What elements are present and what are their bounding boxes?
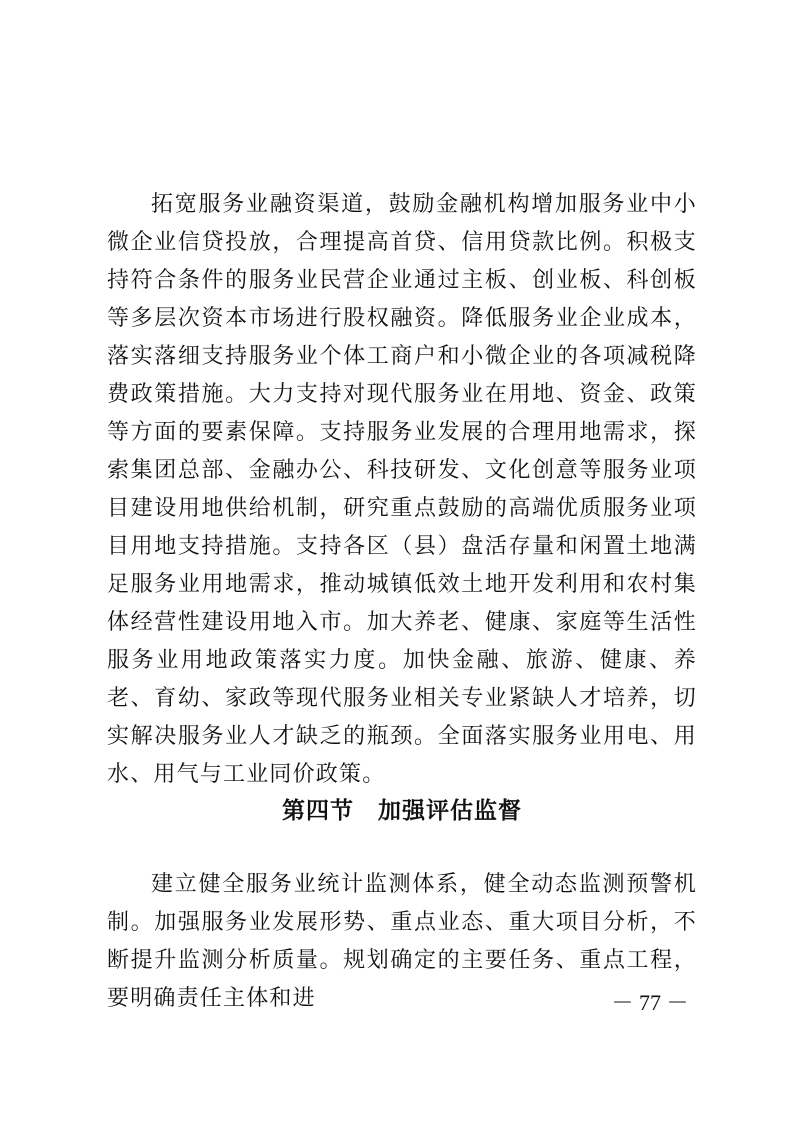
page-number: － 77 －	[611, 990, 689, 1015]
body-paragraph-financing: 拓宽服务业融资渠道，鼓励金融机构增加服务业中小微企业信贷投放，合理提高首贷、信用贷款比例。积极支持符合条件的服务业民营企业通过主板、创业板、科创板等多层次资本市场进行股权融资。降低服务业企业成本，落实落细支持服务业个体工商户和小微企业的各项减税降费政策措施。大力支持对现代服务业在用地、资金、政策等方面的要素保障。支持服务业发展的合理用地需求，探索集团总部、金融办公、科技研发、文化创意等服务业项目建设用地供给机制，研究重点鼓励的高端优质服务业项目用地支持措施。支持各区（县）盘活存量和闲置土地满足服务业用地需求，推动城镇低效土地开发利用和农村集体经营性建设用地入市。加大养老、健康、家庭等生活性服务业用地政策落实力度。加快金融、旅游、健康、养老、育幼、家政等现代服务业相关专业紧缺人才培养，切实解决服务业人才缺乏的瓶颈。全面落实服务业用电、用水、用气与工业同价政策。	[107, 192, 697, 787]
body-paragraph-monitoring: 建立健全服务业统计监测体系，健全动态监测预警机制。加强服务业发展形势、重点业态、重大项目分析，不断提升监测分析质量。规划确定的主要任务、重点工程，要明确责任主体和进	[107, 872, 697, 1011]
section-heading: 第四节 加强评估监督	[282, 797, 522, 824]
